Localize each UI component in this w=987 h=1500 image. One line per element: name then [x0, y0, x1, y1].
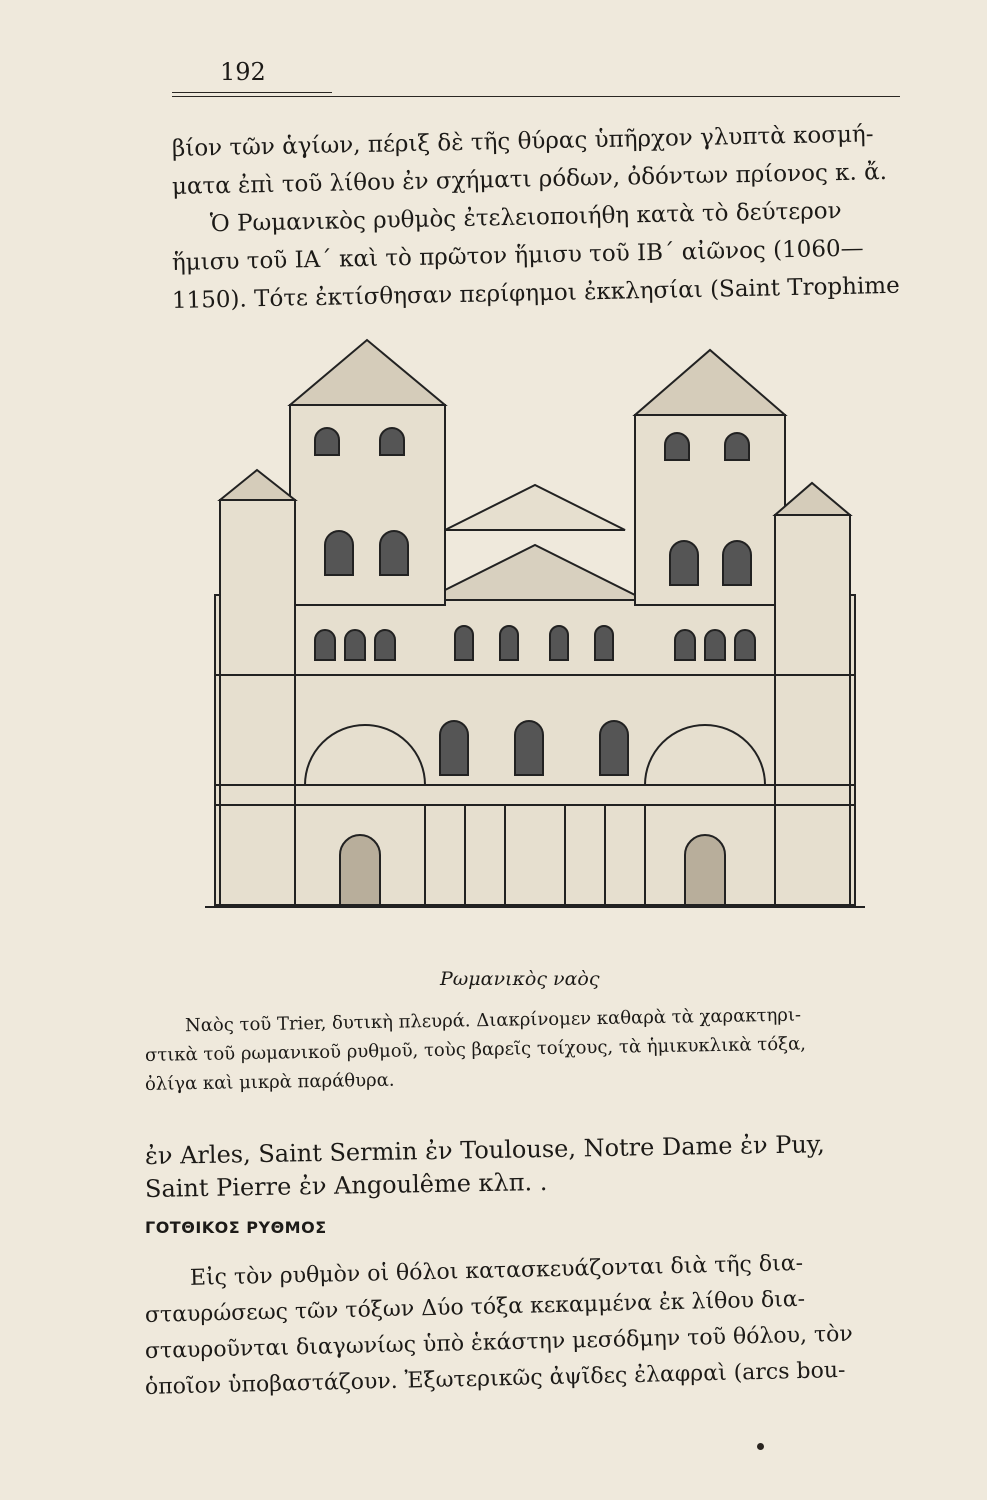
text-line: 1150). Τότε ἐκτίσθησαν περίφημοι ἐκκλησίαι (Saint Trophime: [171, 272, 900, 314]
text-line: σταυροῦνται διαγωνίως ὑπὸ ἑκάστην μεσόδμην τοῦ θόλου, τὸν: [144, 1321, 854, 1364]
text-line: Ὁ Ρωμανικὸς ρυθμὸς ἐτελειοποιήθη κατὰ τὸ δεύτερον: [209, 197, 842, 238]
text-line: ἐν Arles, Saint Sermin ἐν Toulouse, Notre Dame ἐν Puy,: [144, 1130, 826, 1170]
header-rule-short: [172, 92, 332, 93]
ink-mark: [757, 1443, 764, 1450]
paragraph-3: [144, 1250, 885, 1406]
text-line: σταυρώσεως τῶν τόξων Δύο τόξα κεκαμμένα ἐκ λίθου δια-: [144, 1286, 806, 1328]
text-line: βίον τῶν ἁγίων, πέριξ δὲ τῆς θύρας ὑπῆρχον γλυπτὰ κοσμή-: [171, 121, 874, 162]
caption-line: Ναὸς τοῦ Trier, δυτικὴ πλευρά. Διακρίνομεν καθαρὰ τὰ χαρακτηρι-: [184, 1004, 802, 1037]
figure-caption: [144, 1004, 885, 1099]
text-line: ἥμισυ τοῦ ΙΑ΄ καὶ τὸ πρῶτον ἥμισυ τοῦ ΙΒ΄ αἰῶνος (1060—: [171, 235, 864, 276]
text-line: Saint Pierre ἐν Angoulême κλπ. .: [144, 1167, 548, 1203]
caption-line: στικὰ τοῦ ρωμανικοῦ ρυθμοῦ, τοὺς βαρεῖς τοίχους, τὰ ἡμικυκλικὰ τόξα,: [144, 1033, 807, 1066]
paragraph-1: [171, 121, 907, 320]
figure-title: Ρωμανικὸς ναὸς: [440, 968, 600, 990]
text-line: Εἰς τὸν ρυθμὸν οἱ θόλοι κατασκευάζονται διὰ τῆς δια-: [189, 1250, 804, 1291]
header-rule: [172, 96, 900, 97]
page-number: 192: [220, 58, 266, 86]
text-line: ὁποῖον ὑποβαστάζουν. Ἐξωτερικῶς ἀψῖδες ἐλαφραὶ (arcs bou-: [144, 1357, 846, 1400]
caption-line: ὀλίγα καὶ μικρὰ παράθυρα.: [144, 1069, 395, 1095]
romanesque-church-illustration: [205, 335, 865, 947]
paragraph-2: [144, 1130, 885, 1206]
section-heading: ΓΟΤΘΙΚΟΣ ΡΥΘΜΟΣ: [145, 1218, 327, 1237]
text-line: ματα ἐπὶ τοῦ λίθου ἐν σχήματι ρόδων, ὀδόντων πρίονος κ. ἄ.: [171, 159, 888, 200]
